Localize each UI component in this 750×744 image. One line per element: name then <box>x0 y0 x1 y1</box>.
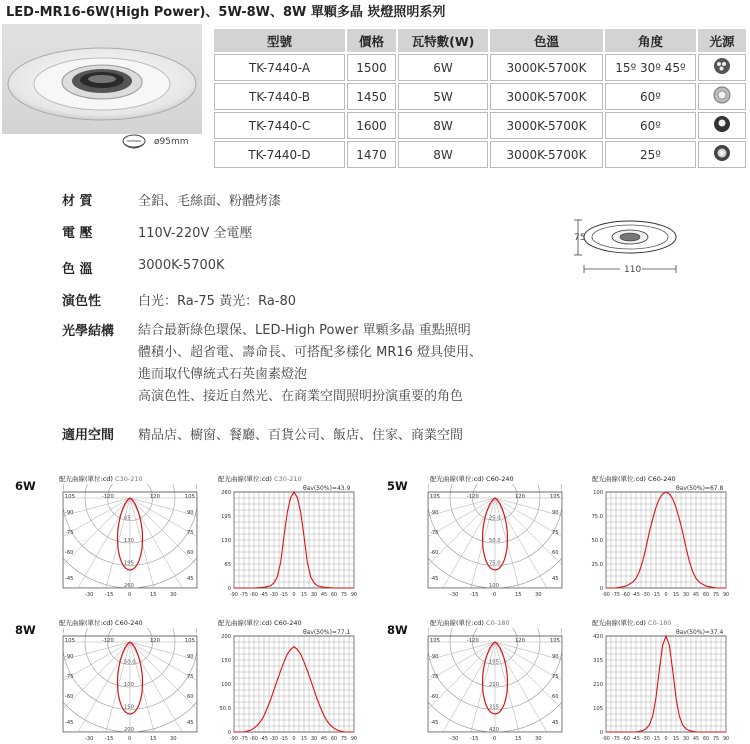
polar-angle-label: 30 <box>535 592 542 598</box>
x-tick-label: -75 <box>240 737 248 742</box>
led-bulb-icon <box>712 57 732 75</box>
x-tick-label: 60 <box>702 737 710 742</box>
cell-color-temp: 3000K-5700K <box>490 54 603 81</box>
polar-radial-label: 315 <box>489 704 499 711</box>
watt-label-5w: 5W <box>387 479 408 493</box>
diameter-icon <box>120 132 150 154</box>
spec-table-header <box>214 29 746 52</box>
x-tick-label: 60 <box>330 737 338 742</box>
chart-mask <box>562 484 570 598</box>
polar-angle-label: -90 <box>430 510 439 516</box>
cell-model: TK-7440-D <box>214 141 345 168</box>
polar-angle-label: 45 <box>187 720 194 726</box>
optical-line: 體積小、超省電、壽命長、可搭配多樣化 MR16 燈具使用、 <box>138 345 483 360</box>
cell-wattage: 5W <box>398 83 488 110</box>
cell-color-temp: 3000K-5700K <box>490 83 603 110</box>
polar-angle-label: 60 <box>187 694 194 700</box>
polar-radial-label: 25.0 <box>489 515 501 522</box>
diameter-indicator <box>120 132 210 154</box>
y-tick-label: 0 <box>227 730 231 736</box>
polar-distribution-chart <box>55 628 205 742</box>
cell-angle: 25º <box>605 141 696 168</box>
y-tick-label: 150 <box>221 658 231 664</box>
cell-price: 1500 <box>347 54 396 81</box>
cell-price: 1450 <box>347 83 396 110</box>
polar-angle-label: 75 <box>552 674 559 680</box>
polar-angle-label: 105 <box>65 494 75 500</box>
linear-distribution-chart <box>580 628 730 742</box>
polar-distribution-chart <box>420 484 570 598</box>
polar-angle-label: 0 <box>493 736 497 742</box>
header-wattage: 瓦特數(W) <box>398 29 488 52</box>
table-row <box>214 141 746 168</box>
cell-wattage: 6W <box>398 54 488 81</box>
chart-mask <box>197 484 205 598</box>
dimension-height: 75 <box>574 233 586 243</box>
polar-angle-label: 105 <box>65 638 75 644</box>
x-tick-label: 45 <box>692 593 700 598</box>
polar-angle-label: 30 <box>170 592 177 598</box>
polar-angle-label: -60 <box>65 550 74 556</box>
polar-angle-label: 90 <box>187 654 194 660</box>
x-tick-label: 45 <box>692 737 700 742</box>
chart-mask <box>55 628 63 742</box>
polar-angle-label: 60 <box>187 550 194 556</box>
x-tick-label: 45 <box>320 593 328 598</box>
table-row <box>214 112 746 139</box>
polar-radial-label: 200 <box>124 727 134 733</box>
x-tick-label: 45 <box>320 737 328 742</box>
polar-angle-label: 120 <box>515 494 525 500</box>
header-price: 價格 <box>347 29 396 52</box>
chart-mask <box>197 628 205 742</box>
watt-label-8w-b: 8W <box>387 623 408 637</box>
header-model: 型號 <box>214 29 345 52</box>
x-tick-label: -15 <box>280 737 288 742</box>
polar-angle-label: -90 <box>65 510 74 516</box>
y-tick-label: 0 <box>599 730 603 736</box>
chart-title: 配光曲線(單位:cd) C0-180 <box>430 619 510 627</box>
polar-radial-label: 100 <box>489 583 499 589</box>
x-tick-label: 75 <box>712 737 720 742</box>
x-tick-label: -60 <box>622 737 630 742</box>
cell-model: TK-7440-C <box>214 112 345 139</box>
polar-angle-label: -75 <box>65 674 74 680</box>
polar-angle-label: 45 <box>187 576 194 582</box>
polar-angle-label: -30 <box>450 592 459 598</box>
polar-angle-label: 105 <box>430 494 440 500</box>
polar-angle-label: -60 <box>430 550 439 556</box>
table-row <box>214 83 746 110</box>
cell-color-temp: 3000K-5700K <box>490 141 603 168</box>
x-tick-label: -15 <box>652 593 660 598</box>
chart-title: 配光曲線(單位:cd) C60-240 <box>218 619 302 627</box>
polar-angle-label: 0 <box>128 736 132 742</box>
polar-angle-label: 30 <box>170 736 177 742</box>
cell-price: 1470 <box>347 141 396 168</box>
page-title: LED-MR16-6W(High Power)、5W-8W、8W 單顆多晶 崁燈照明系列 <box>6 5 446 20</box>
polar-angle-label: 75 <box>552 530 559 536</box>
polar-angle-label: 105 <box>185 494 195 500</box>
polar-angle-label: 75 <box>187 530 194 536</box>
y-tick-label: 65 <box>224 562 231 568</box>
polar-angle-label: -75 <box>430 530 439 536</box>
polar-radial-label: 260 <box>124 583 134 589</box>
y-tick-label: 420 <box>593 634 603 640</box>
polar-angle-label: -120 <box>467 638 479 644</box>
chart-mask <box>562 628 570 742</box>
polar-angle-label: 15 <box>515 736 522 742</box>
polar-angle-label: 15 <box>150 592 157 598</box>
polar-angle-label: -90 <box>430 654 439 660</box>
cell-angle: 60º <box>605 83 696 110</box>
y-tick-label: 0 <box>599 586 603 592</box>
polar-angle-label: -60 <box>430 694 439 700</box>
y-tick-label: 130 <box>221 538 231 544</box>
x-tick-label: -90 <box>602 593 610 598</box>
y-tick-label: 315 <box>593 658 603 664</box>
polar-angle-label: 90 <box>552 510 559 516</box>
polar-angle-label: 15 <box>150 736 157 742</box>
x-tick-label: -30 <box>270 737 278 742</box>
polar-angle-label: 0 <box>128 592 132 598</box>
led-bulb-icon <box>712 86 732 104</box>
spec-table <box>212 27 748 170</box>
x-tick-label: 30 <box>682 593 690 598</box>
x-tick-label: -75 <box>240 593 248 598</box>
x-tick-label: 90 <box>722 737 730 742</box>
x-tick-label: -45 <box>632 593 640 598</box>
polar-angle-label: -120 <box>467 494 479 500</box>
light-source-cell <box>698 112 746 139</box>
x-tick-label: 30 <box>310 737 318 742</box>
beam-angle-label: θav(50%)=43.9 <box>303 485 351 492</box>
polar-angle-label: -120 <box>102 494 114 500</box>
property-value: 110V-220V 全電壓 <box>138 226 253 241</box>
polar-angle-label: 60 <box>552 694 559 700</box>
diameter-label: ø95mm <box>154 137 189 147</box>
polar-angle-label: -15 <box>105 592 114 598</box>
polar-angle-label: 90 <box>552 654 559 660</box>
polar-radial-label: 65 <box>124 515 131 522</box>
y-tick-label: 105 <box>593 706 603 712</box>
y-tick-label: 210 <box>593 682 603 688</box>
cell-model: TK-7440-B <box>214 83 345 110</box>
property-key: 材 質 <box>62 194 93 209</box>
property-key: 色 溫 <box>62 262 93 277</box>
header-light-source: 光源 <box>698 29 746 52</box>
header-angle: 角度 <box>605 29 696 52</box>
polar-radial-label: 75.0 <box>489 560 501 567</box>
x-tick-label: 15 <box>300 737 308 742</box>
property-value: 白光：Ra-75 黃光：Ra-80 <box>138 294 297 309</box>
dimension-width: 110 <box>624 265 642 275</box>
chart-title: 配光曲線(單位:cd) C60-240 <box>59 619 143 627</box>
x-tick-label: -30 <box>642 737 650 742</box>
property-key: 光學結構 <box>62 324 115 339</box>
polar-angle-label: -60 <box>65 694 74 700</box>
polar-angle-label: 30 <box>535 736 542 742</box>
chart-mask <box>420 484 428 598</box>
x-tick-label: 15 <box>300 593 308 598</box>
x-tick-label: -45 <box>260 593 268 598</box>
chart-title: 配光曲線(單位:cd) C0-180 <box>592 619 672 627</box>
x-tick-label: 0 <box>292 737 296 742</box>
polar-angle-label: 105 <box>550 494 560 500</box>
chart-title: 配光曲線(單位:cd) C30-210 <box>59 475 143 483</box>
optical-line: 結合最新綠色環保、LED-High Power 單顆多晶 重點照明 <box>138 323 471 338</box>
polar-angle-label: -75 <box>430 674 439 680</box>
beam-angle-label: θav(50%)=77.1 <box>303 629 351 636</box>
polar-radial-label: 105 <box>489 659 499 666</box>
y-tick-label: 50.0 <box>591 538 603 544</box>
polar-radial-label: 210 <box>489 682 499 688</box>
y-tick-label: 75.0 <box>591 514 603 520</box>
y-tick-label: 260 <box>221 490 231 496</box>
optical-line: 高演色性、接近自然光、在商業空間照明扮演重要的角色 <box>138 389 464 404</box>
led-bulb-icon <box>712 115 732 133</box>
polar-angle-label: -90 <box>65 654 74 660</box>
x-tick-label: 75 <box>340 593 348 598</box>
x-tick-label: -45 <box>260 737 268 742</box>
y-tick-label: 100 <box>593 490 603 496</box>
polar-angle-label: -15 <box>470 592 479 598</box>
polar-angle-label: -45 <box>430 576 439 582</box>
cell-model: TK-7440-A <box>214 54 345 81</box>
polar-angle-label: -45 <box>430 720 439 726</box>
x-tick-label: -75 <box>612 593 620 598</box>
x-tick-label: -90 <box>230 737 238 742</box>
x-tick-label: 90 <box>350 737 358 742</box>
x-tick-label: 60 <box>330 593 338 598</box>
polar-radial-label: 195 <box>124 560 134 567</box>
watt-label-8w: 8W <box>15 623 36 637</box>
polar-angle-label: 90 <box>187 510 194 516</box>
x-tick-label: 75 <box>340 737 348 742</box>
property-value: 3000K-5700K <box>138 258 225 273</box>
x-tick-label: -45 <box>632 737 640 742</box>
polar-radial-label: 50.0 <box>489 538 501 544</box>
x-tick-label: 60 <box>702 593 710 598</box>
polar-distribution-chart <box>55 484 205 598</box>
polar-angle-label: 45 <box>552 576 559 582</box>
beam-angle-label: θav(50%)=37.4 <box>676 629 724 636</box>
y-tick-label: 200 <box>221 634 231 640</box>
x-tick-label: 15 <box>672 593 680 598</box>
x-tick-label: 0 <box>664 737 668 742</box>
y-tick-label: 195 <box>221 514 231 520</box>
x-tick-label: 75 <box>712 593 720 598</box>
polar-angle-label: 75 <box>187 674 194 680</box>
linear-distribution-chart <box>208 484 358 598</box>
x-tick-label: 30 <box>310 593 318 598</box>
cell-wattage: 8W <box>398 141 488 168</box>
x-tick-label: -90 <box>602 737 610 742</box>
header-color-temp: 色溫 <box>490 29 603 52</box>
property-key: 電 壓 <box>62 226 93 241</box>
x-tick-label: 90 <box>350 593 358 598</box>
polar-angle-label: 120 <box>515 638 525 644</box>
light-source-cell <box>698 141 746 168</box>
x-tick-label: -30 <box>270 593 278 598</box>
x-tick-label: -90 <box>230 593 238 598</box>
x-tick-label: 30 <box>682 737 690 742</box>
polar-angle-label: -45 <box>65 576 74 582</box>
light-source-cell <box>698 54 746 81</box>
light-source-cell <box>698 83 746 110</box>
cell-color-temp: 3000K-5700K <box>490 112 603 139</box>
chart-title: 配光曲線(單位:cd) C30-210 <box>218 475 302 483</box>
linear-distribution-chart <box>580 484 730 598</box>
polar-angle-label: -45 <box>65 720 74 726</box>
y-tick-label: 25.0 <box>591 562 603 568</box>
cell-wattage: 8W <box>398 112 488 139</box>
polar-radial-label: 130 <box>124 538 134 544</box>
polar-angle-label: -30 <box>450 736 459 742</box>
linear-distribution-chart <box>208 628 358 742</box>
y-tick-label: 100 <box>221 682 231 688</box>
cell-price: 1600 <box>347 112 396 139</box>
x-tick-label: -15 <box>280 593 288 598</box>
polar-angle-label: 105 <box>430 638 440 644</box>
x-tick-label: -15 <box>652 737 660 742</box>
polar-distribution-chart <box>420 628 570 742</box>
x-tick-label: -75 <box>612 737 620 742</box>
polar-angle-label: -15 <box>105 736 114 742</box>
polar-angle-label: 105 <box>550 638 560 644</box>
polar-angle-label: 105 <box>185 638 195 644</box>
chart-mask <box>420 628 428 742</box>
property-value: 精品店、櫥窗、餐廳、百貨公司、飯店、住家、商業空間 <box>138 428 464 443</box>
chart-title: 配光曲線(單位:cd) C60-240 <box>592 475 676 483</box>
polar-angle-label: 120 <box>150 494 160 500</box>
cell-angle: 15º 30º 45º <box>605 54 696 81</box>
optical-line: 進而取代傳統式石英鹵素燈泡 <box>138 367 308 382</box>
polar-angle-label: -15 <box>470 736 479 742</box>
x-tick-label: 0 <box>292 593 296 598</box>
polar-radial-label: 100 <box>124 682 134 688</box>
polar-angle-label: 45 <box>552 720 559 726</box>
polar-angle-label: -75 <box>65 530 74 536</box>
polar-radial-label: 420 <box>489 727 499 733</box>
beam-angle-label: θav(50%)=67.8 <box>676 485 724 492</box>
polar-angle-label: -30 <box>85 736 94 742</box>
y-tick-label: 0 <box>227 586 231 592</box>
cell-angle: 60º <box>605 112 696 139</box>
polar-angle-label: 15 <box>515 592 522 598</box>
polar-angle-label: 60 <box>552 550 559 556</box>
chart-title: 配光曲線(單位:cd) C60-240 <box>430 475 514 483</box>
y-tick-label: 50.0 <box>219 706 231 712</box>
x-tick-label: 0 <box>664 593 668 598</box>
table-row <box>214 54 746 81</box>
led-bulb-icon <box>712 144 732 162</box>
property-key: 適用空間 <box>62 428 115 443</box>
x-tick-label: -60 <box>250 737 258 742</box>
property-value <box>138 320 482 408</box>
watt-label-6w: 6W <box>15 479 36 493</box>
chart-mask <box>55 484 63 598</box>
x-tick-label: 90 <box>722 593 730 598</box>
polar-angle-label: -120 <box>102 638 114 644</box>
x-tick-label: -60 <box>250 593 258 598</box>
dimension-drawing <box>568 215 688 280</box>
property-key: 演色性 <box>62 294 102 309</box>
polar-radial-label: 150 <box>124 704 134 711</box>
polar-angle-label: 0 <box>493 592 497 598</box>
x-tick-label: -60 <box>622 593 630 598</box>
product-photo <box>2 24 202 134</box>
polar-radial-label: 50.0 <box>124 659 136 666</box>
property-value: 全鋁、毛絲面、粉體烤漆 <box>138 194 282 209</box>
polar-angle-label: 120 <box>150 638 160 644</box>
polar-angle-label: -30 <box>85 592 94 598</box>
x-tick-label: 15 <box>672 737 680 742</box>
x-tick-label: -30 <box>642 593 650 598</box>
